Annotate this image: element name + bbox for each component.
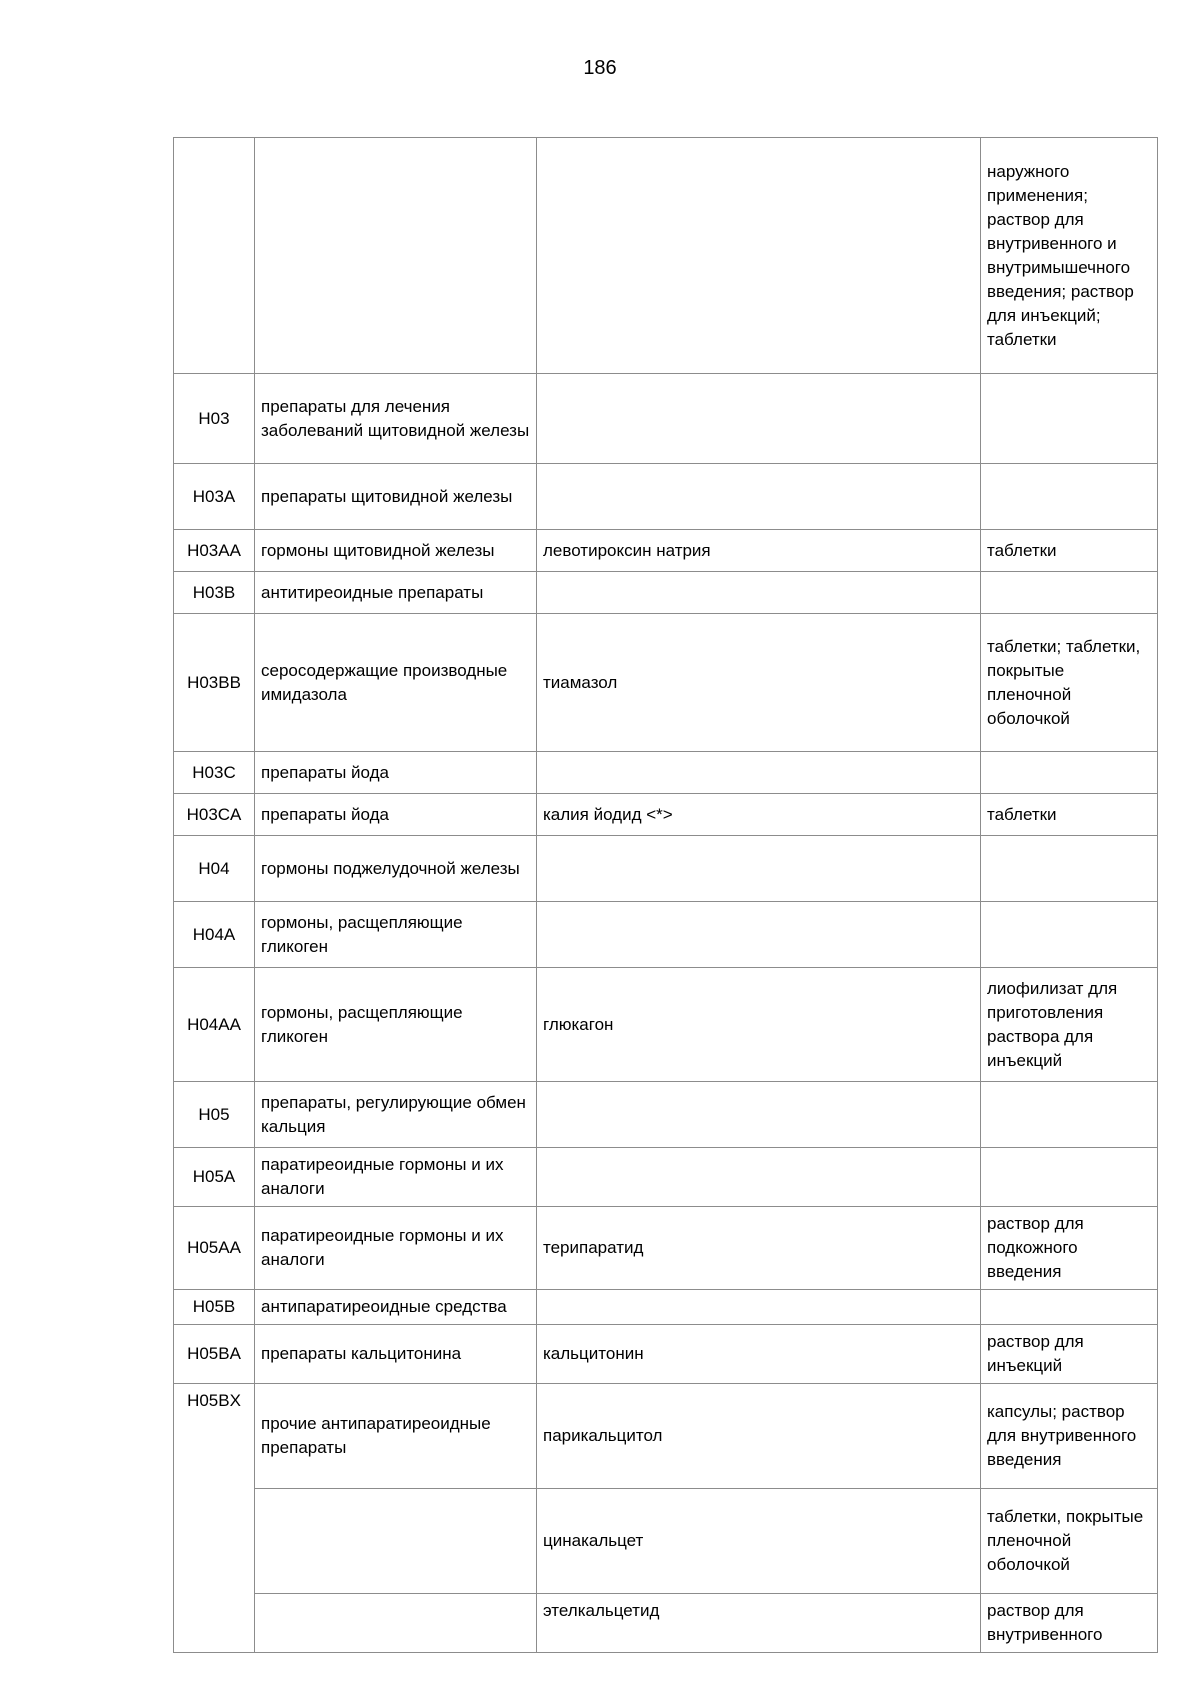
dosage-form-cell: капсулы; раствор для внутривенного введения xyxy=(981,1384,1158,1489)
group-name-cell: препараты, регулирующие обмен кальция xyxy=(255,1082,537,1148)
atc-code-cell: H04 xyxy=(174,836,255,902)
drug-table xyxy=(173,137,1158,1653)
group-name-cell: паратиреоидные гормоны и их аналоги xyxy=(255,1207,537,1290)
table-row xyxy=(174,1384,1158,1489)
group-name-cell: антитиреоидные препараты xyxy=(255,572,537,614)
dosage-form-cell xyxy=(981,752,1158,794)
table-row xyxy=(174,614,1158,752)
group-name-cell: препараты йода xyxy=(255,752,537,794)
table-row xyxy=(174,1489,1158,1594)
table-row xyxy=(174,836,1158,902)
atc-code-cell: H03C xyxy=(174,752,255,794)
drug-name-cell xyxy=(537,1290,981,1325)
group-name-cell: гормоны щитовидной железы xyxy=(255,530,537,572)
table-row xyxy=(174,1148,1158,1207)
drug-name-cell xyxy=(537,752,981,794)
dosage-form-cell: таблетки xyxy=(981,794,1158,836)
table-row xyxy=(174,138,1158,374)
drug-name-cell xyxy=(537,374,981,464)
drug-name-cell xyxy=(537,138,981,374)
table-row xyxy=(174,1082,1158,1148)
dosage-form-cell: раствор для внутривенного xyxy=(981,1594,1158,1653)
table-row xyxy=(174,1207,1158,1290)
atc-code-cell: H03A xyxy=(174,464,255,530)
table-row xyxy=(174,1290,1158,1325)
table-row xyxy=(174,1325,1158,1384)
dosage-form-cell xyxy=(981,572,1158,614)
dosage-form-cell: таблетки, покрытые пленочной оболочкой xyxy=(981,1489,1158,1594)
dosage-form-cell: наружного применения; раствор для внутривенного и внутримышечного введения; раствор для инъекций; таблетки xyxy=(981,138,1158,374)
group-name-cell: гормоны, расщепляющие гликоген xyxy=(255,968,537,1082)
dosage-form-cell: раствор для подкожного введения xyxy=(981,1207,1158,1290)
group-name-cell xyxy=(255,138,537,374)
atc-code-cell: H05AA xyxy=(174,1207,255,1290)
drug-name-cell xyxy=(537,464,981,530)
table-row xyxy=(174,968,1158,1082)
page-number: 186 xyxy=(583,57,617,79)
atc-code-cell: H05B xyxy=(174,1290,255,1325)
drug-name-cell: кальцитонин xyxy=(537,1325,981,1384)
group-name-cell: прочие антипаратиреоидные препараты xyxy=(255,1384,537,1489)
table-row xyxy=(174,752,1158,794)
dosage-form-cell xyxy=(981,902,1158,968)
group-name-cell xyxy=(255,1489,537,1594)
dosage-form-cell: таблетки; таблетки, покрытые пленочной оболочкой xyxy=(981,614,1158,752)
group-name-cell xyxy=(255,1594,537,1653)
atc-code-cell: H05BX xyxy=(174,1384,255,1653)
drug-name-cell: терипаратид xyxy=(537,1207,981,1290)
drug-name-cell xyxy=(537,572,981,614)
drug-name-cell xyxy=(537,1082,981,1148)
atc-code-cell: H04A xyxy=(174,902,255,968)
table-row xyxy=(174,464,1158,530)
group-name-cell: гормоны, расщепляющие гликоген xyxy=(255,902,537,968)
table-row xyxy=(174,530,1158,572)
group-name-cell: паратиреоидные гормоны и их аналоги xyxy=(255,1148,537,1207)
dosage-form-cell xyxy=(981,1290,1158,1325)
atc-code-cell: H05BA xyxy=(174,1325,255,1384)
dosage-form-cell xyxy=(981,1082,1158,1148)
atc-code-cell: H03BB xyxy=(174,614,255,752)
group-name-cell: препараты йода xyxy=(255,794,537,836)
group-name-cell: серосодержащие производные имидазола xyxy=(255,614,537,752)
drug-name-cell: глюкагон xyxy=(537,968,981,1082)
drug-name-cell xyxy=(537,1148,981,1207)
drug-name-cell: парикальцитол xyxy=(537,1384,981,1489)
group-name-cell: антипаратиреоидные средства xyxy=(255,1290,537,1325)
atc-code-cell: H03AA xyxy=(174,530,255,572)
group-name-cell: препараты щитовидной железы xyxy=(255,464,537,530)
group-name-cell: препараты для лечения заболеваний щитовидной железы xyxy=(255,374,537,464)
dosage-form-cell xyxy=(981,836,1158,902)
atc-code-cell: H04AA xyxy=(174,968,255,1082)
group-name-cell: гормоны поджелудочной железы xyxy=(255,836,537,902)
drug-name-cell: цинакальцет xyxy=(537,1489,981,1594)
table-row xyxy=(174,572,1158,614)
atc-code-cell: H05A xyxy=(174,1148,255,1207)
dosage-form-cell: лиофилизат для приготовления раствора для инъекций xyxy=(981,968,1158,1082)
atc-code-cell: H03 xyxy=(174,374,255,464)
drug-name-cell: калия йодид <*> xyxy=(537,794,981,836)
table-row xyxy=(174,794,1158,836)
dosage-form-cell xyxy=(981,464,1158,530)
dosage-form-cell xyxy=(981,1148,1158,1207)
group-name-cell: препараты кальцитонина xyxy=(255,1325,537,1384)
dosage-form-cell: раствор для инъекций xyxy=(981,1325,1158,1384)
drug-name-cell xyxy=(537,836,981,902)
table-row xyxy=(174,1594,1158,1653)
atc-code-cell: H03B xyxy=(174,572,255,614)
atc-code-cell: H05 xyxy=(174,1082,255,1148)
table-row xyxy=(174,902,1158,968)
drug-name-cell: этелкальцетид xyxy=(537,1594,981,1653)
drug-name-cell: левотироксин натрия xyxy=(537,530,981,572)
drug-name-cell xyxy=(537,902,981,968)
table-row xyxy=(174,374,1158,464)
dosage-form-cell xyxy=(981,374,1158,464)
atc-code-cell: H03CA xyxy=(174,794,255,836)
dosage-form-cell: таблетки xyxy=(981,530,1158,572)
drug-name-cell: тиамазол xyxy=(537,614,981,752)
atc-code-cell xyxy=(174,138,255,374)
